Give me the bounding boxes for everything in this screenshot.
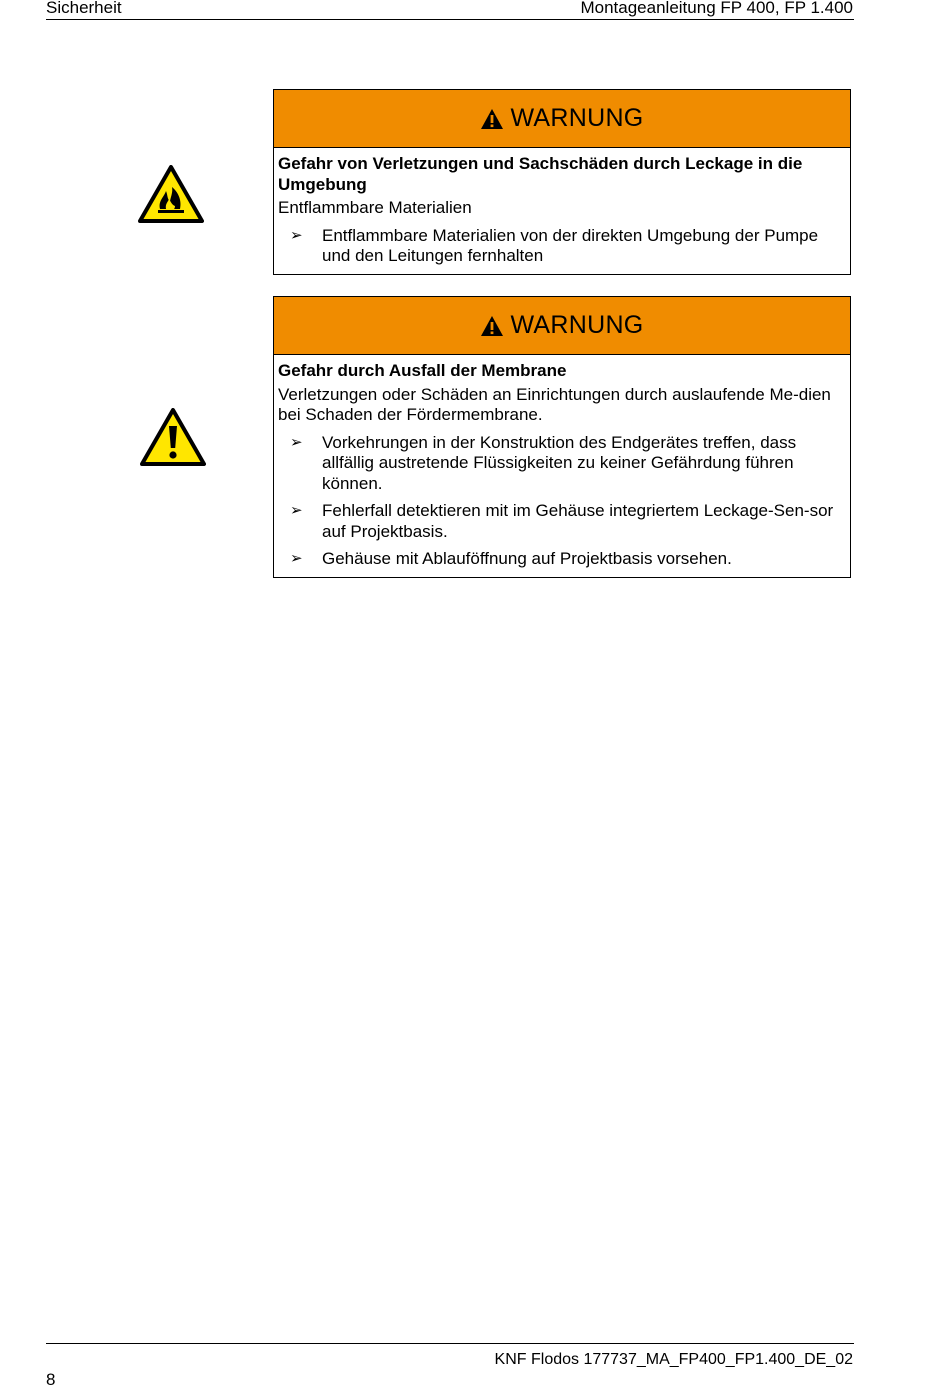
footer-doc-id: KNF Flodos 177737_MA_FP400_FP1.400_DE_02 — [494, 1351, 853, 1368]
warning-body — [274, 148, 850, 274]
warning-list — [278, 433, 844, 570]
warning-list — [278, 226, 844, 267]
warning-header — [274, 297, 850, 355]
list-item — [278, 549, 844, 570]
warning-triangle-icon — [480, 108, 504, 130]
general-hazard-icon — [140, 408, 206, 466]
warning-title: Gefahr durch Ausfall der Membrane — [278, 361, 567, 380]
warning-box-2 — [273, 296, 851, 578]
arrow-bullet-icon: ➢ — [290, 433, 303, 451]
warning-description: Entflammbare Materialien — [278, 198, 472, 217]
list-item — [278, 226, 844, 267]
warning-title: Gefahr von Verletzungen und Sachschäden durch Leckage in die Umgebung — [278, 154, 803, 194]
warning-description: Verletzungen oder Schäden an Einrichtungen durch auslaufende Me-dien bei Schaden der Fördermembrane. — [278, 384, 831, 424]
header-title: Montageanleitung FP 400, FP 1.400 — [580, 0, 853, 17]
page-number: 8 — [46, 1370, 56, 1389]
list-item — [278, 433, 844, 495]
warning-triangle-icon — [480, 315, 504, 337]
arrow-bullet-icon: ➢ — [290, 550, 303, 567]
list-item — [278, 501, 844, 542]
warning-label: WARNUNG — [510, 311, 644, 339]
warning-box-1 — [273, 89, 851, 275]
warning-body — [274, 355, 850, 577]
warning-header — [274, 90, 850, 148]
warning-label: WARNUNG — [510, 104, 644, 132]
list-item-text: Entflammbare Materialien von der direkten Umgebung der Pumpe und den Leitungen fernhalten — [322, 225, 819, 265]
list-item-text: Gehäuse mit Ablauföffnung auf Projektbasis vorsehen. — [322, 549, 732, 568]
list-item-text: Vorkehrungen in der Konstruktion des Endgerätes treffen, dass allfällig austretende Flüssigkeiten zu keiner Gefährdung führen können. — [322, 432, 797, 493]
header-section: Sicherheit — [46, 0, 122, 17]
header-rule — [46, 19, 854, 20]
footer-rule — [46, 1343, 854, 1344]
flammable-hazard-icon — [138, 165, 204, 223]
list-item-text: Fehlerfall detektieren mit im Gehäuse integriertem Leckage-Sen-sor auf Projektbasis. — [322, 501, 834, 541]
arrow-bullet-icon: ➢ — [290, 226, 303, 244]
arrow-bullet-icon: ➢ — [290, 502, 303, 519]
